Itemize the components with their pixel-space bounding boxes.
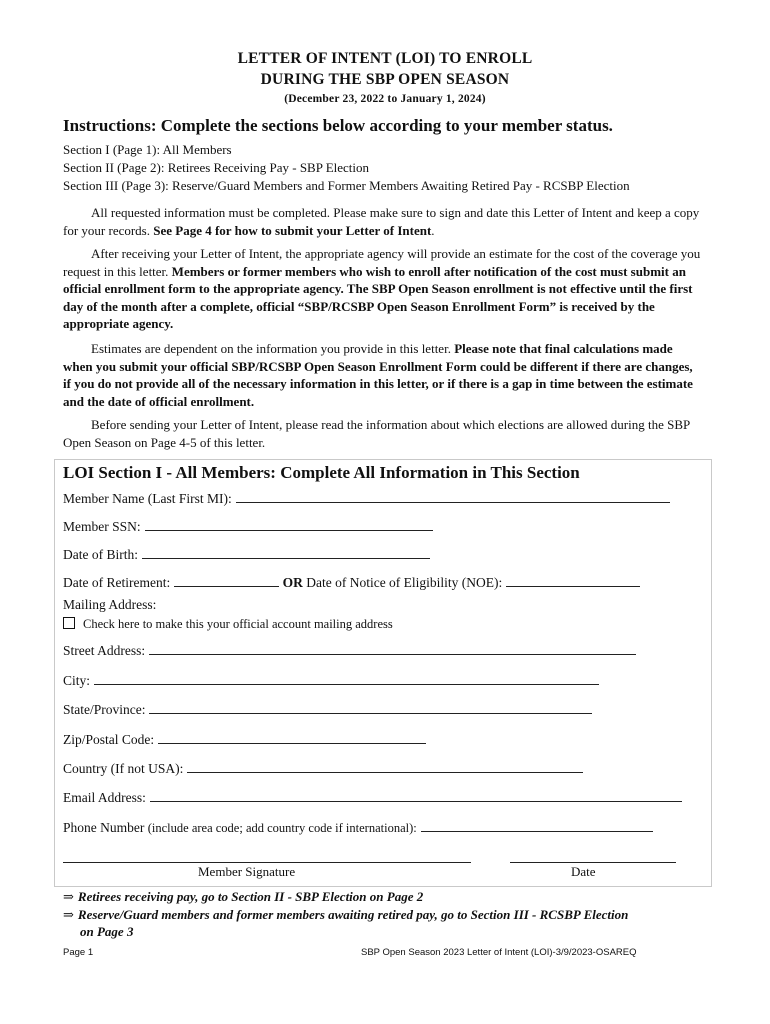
reserve-instruction-text: Reserve/Guard members and former members awaiting retired pay, go to Section III - RCSBP Election — [77, 907, 629, 922]
country-input-line[interactable] — [187, 760, 583, 773]
instructions-paragraph-3 — [63, 340, 703, 410]
phone-number-field[interactable] — [63, 819, 653, 836]
member-ssn-input-line[interactable] — [145, 518, 433, 531]
street-address-input-line[interactable] — [149, 642, 636, 655]
city-input-line[interactable] — [94, 672, 599, 685]
state-province-field[interactable] — [63, 701, 592, 718]
paragraph-bold-text: Please note that final calculations made when you submit your official SBP/RCSBP Open Season Enrollment Form could be different if there are changes, if you do not provide all of the necessary information in this letter, or if there is a gap in time between the estimate and the date of official enrollment. — [63, 341, 693, 409]
official-address-checkbox-label: Check here to make this your official account mailing address — [83, 617, 393, 631]
paragraph-bold-text: See Page 4 for how to submit your Letter of Intent — [153, 222, 432, 238]
email-address-label: Email Address: — [63, 790, 146, 805]
member-signature-label: Member Signature — [198, 864, 296, 879]
country-field[interactable] — [63, 760, 583, 777]
city-field[interactable] — [63, 672, 599, 689]
zip-postal-code-field[interactable] — [63, 731, 426, 748]
section-list-item: Section III (Page 3): Reserve/Guard Members and Former Members Awaiting Retired Pay - RCSBP Election — [63, 178, 630, 193]
section-list-item: Section I (Page 1): All Members — [63, 142, 232, 157]
member-name-field[interactable] — [63, 490, 670, 507]
noe-date-label: Date of Notice of Eligibility (NOE): — [306, 575, 503, 590]
zip-postal-code-label: Zip/Postal Code: — [63, 732, 155, 747]
state-province-label: State/Province: — [63, 702, 146, 717]
instructions-paragraph-1 — [63, 204, 703, 239]
date-of-birth-field[interactable] — [63, 546, 430, 563]
right-arrow-icon: ⇒ — [63, 889, 74, 904]
street-address-label: Street Address: — [63, 643, 146, 658]
page-number: Page 1 — [63, 947, 94, 958]
reserve-instruction-continued: on Page 3 — [80, 924, 134, 939]
street-address-field[interactable] — [63, 642, 636, 659]
signature-date-line[interactable] — [510, 862, 676, 863]
or-label: OR — [282, 575, 303, 590]
document-title-line1: LETTER OF INTENT (LOI) TO ENROLL — [237, 50, 533, 67]
instructions-paragraph-4: Before sending your Letter of Intent, please read the information about which elections are allowed during the SBP Open Season on Page 4-5 of this letter. — [63, 417, 690, 450]
email-address-input-line[interactable] — [150, 789, 682, 802]
reserve-instruction — [63, 907, 628, 923]
date-of-retirement-input-line[interactable] — [174, 574, 279, 587]
instructions-paragraph-2 — [63, 245, 703, 333]
official-address-checkbox-row[interactable] — [63, 616, 393, 632]
official-address-checkbox[interactable] — [63, 617, 75, 629]
date-of-birth-label: Date of Birth: — [63, 547, 138, 562]
instructions-heading: Instructions: Complete the sections below according to your member status. — [63, 116, 613, 135]
phone-number-input-line[interactable] — [421, 819, 653, 832]
email-address-field[interactable] — [63, 789, 682, 806]
paragraph-text: Estimates are dependent on the information you provide in this letter. — [91, 341, 455, 356]
section-list-item: Section II (Page 2): Retirees Receiving Pay - SBP Election — [63, 160, 370, 175]
paragraph-text: After receiving your Letter of Intent, the appropriate agency will provide an estimate for the cost of the coverage you request in this letter. — [63, 246, 701, 279]
retirees-instruction-text: Retirees receiving pay, go to Section II - SBP Election on Page 2 — [77, 889, 424, 904]
phone-number-note: (include area code; add country code if international): — [147, 821, 417, 835]
date-of-birth-input-line[interactable] — [142, 546, 430, 559]
zip-postal-code-input-line[interactable] — [158, 731, 426, 744]
section-1-heading: LOI Section I - All Members: Complete All Information in This Section — [63, 463, 580, 482]
open-season-date-range: (December 23, 2022 to January 1, 2024) — [284, 93, 486, 105]
member-signature-line[interactable] — [63, 862, 471, 863]
document-identifier: SBP Open Season 2023 Letter of Intent (LOI)-3/9/2023-OSAREQ — [361, 947, 637, 958]
date-of-retirement-label: Date of Retirement: — [63, 575, 171, 590]
phone-number-label: Phone Number — [63, 820, 145, 835]
country-label: Country (If not USA): — [63, 761, 184, 776]
right-arrow-icon: ⇒ — [63, 907, 74, 922]
member-ssn-field[interactable] — [63, 518, 433, 535]
paragraph-text: . — [431, 222, 435, 238]
noe-date-input-line[interactable] — [506, 574, 640, 587]
member-name-input-line[interactable] — [236, 490, 670, 503]
member-name-label: Member Name (Last First MI): — [63, 491, 232, 506]
document-title-line2: DURING THE SBP OPEN SEASON — [260, 71, 510, 88]
city-label: City: — [63, 673, 91, 688]
retirement-date-row[interactable] — [63, 574, 640, 591]
signature-date-label: Date — [571, 864, 596, 879]
paragraph-text: All requested information must be completed. Please make sure to sign and date this Letter of Intent and keep a copy for your records. — [63, 205, 700, 238]
mailing-address-label: Mailing Address: — [63, 597, 157, 612]
retirees-instruction — [63, 889, 423, 905]
member-ssn-label: Member SSN: — [63, 519, 141, 534]
state-province-input-line[interactable] — [149, 701, 592, 714]
paragraph-bold-text: Members or former members who wish to enroll after notification of the cost must submit an official enrollment form to the appropriate agency. The SBP Open Season enrollment is not effective until the first day of the month after a complete, official “SBP/RCSBP Open Season Enrollment Form” is received by the appropriate agency. — [63, 263, 693, 331]
